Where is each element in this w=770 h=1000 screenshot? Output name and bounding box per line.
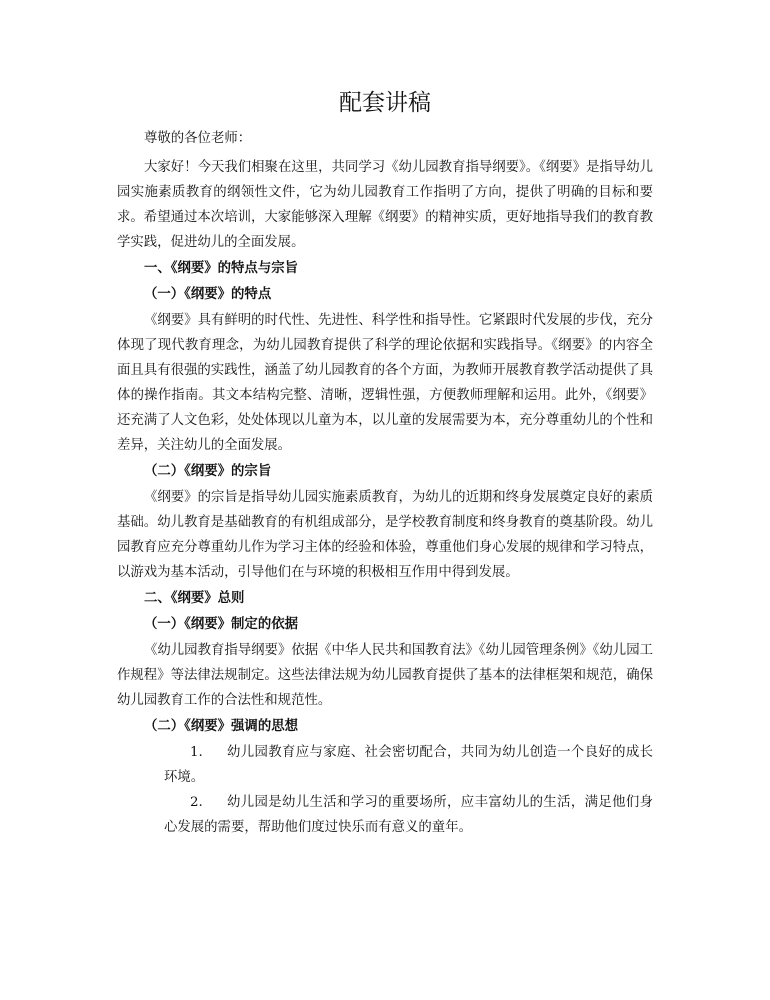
intro-paragraph: 大家好！今天我们相聚在这里，共同学习《幼儿园教育指导纲要》。《纲要》是指导幼儿园实施素质教育的纲领性文件，它为幼儿园教育工作指明了方向，提供了明确的目标和要求。希望通过本次培训，大家能够深入理解《纲要》的精神实质，更好地指导我们的教育教学实践，促进幼儿的全面发展。 <box>117 160 653 250</box>
page-title: 配套讲稿 <box>339 90 431 116</box>
list-item <box>117 740 653 790</box>
section-1-1-paragraph: 《纲要》具有鲜明的时代性、先进性、科学性和指导性。它紧跟时代发展的步伐，充分体现了现代教育理念，为幼儿园教育提供了科学的理论依据和实践指导。《纲要》的内容全面且具有很强的实践性，涵盖了幼儿园教育的各个方面，为教师开展教育教学活动提供了具体的操作指南。其文本结构完整、清晰，逻辑性强，方便教师理解和运用。此外，《纲要》还充满了人文色彩，处处体现以儿童为本，以儿童的发展需要为本，充分尊重幼儿的个性和差异，关注幼儿的全面发展。 <box>117 313 653 453</box>
salutation: 尊敬的各位老师： <box>144 131 252 146</box>
section-1-heading: 一、《纲要》的特点与宗旨 <box>144 260 298 276</box>
list-item-text: 幼儿园教育应与家庭、社会密切配合，共同为幼儿创造一个良好的成长环境。 <box>164 745 653 785</box>
list-item-number: 1. <box>190 745 203 760</box>
list-item-number: 2. <box>190 795 203 810</box>
section-1-1-heading: （一）《纲要》的特点 <box>144 286 272 302</box>
section-2-1-heading: （一）《纲要》制定的依据 <box>144 616 298 632</box>
section-2-2-heading: （二）《纲要》强调的思想 <box>144 718 298 734</box>
list-item-text: 幼儿园是幼儿生活和学习的重要场所，应丰富幼儿的生活，满足他们身心发展的需要，帮助他们度过快乐而有意义的童年。 <box>164 795 653 835</box>
document-body <box>117 126 653 840</box>
list-item <box>117 790 653 840</box>
section-1-2-heading: （二）《纲要》的宗旨 <box>144 463 272 479</box>
section-2-heading: 二、《纲要》总则 <box>144 590 245 606</box>
section-2-1-paragraph: 《幼儿园教育指导纲要》依据《中华人民共和国教育法》《幼儿园管理条例》《幼儿园工作规程》等法律法规制定。这些法律法规为幼儿园教育提供了基本的法律框架和规范，确保幼儿园教育工作的合法性和规范性。 <box>117 643 653 708</box>
section-1-2-paragraph: 《纲要》的宗旨是指导幼儿园实施素质教育，为幼儿的近期和终身发展奠定良好的素质基础。幼儿教育是基础教育的有机组成部分，是学校教育制度和终身教育的奠基阶段。幼儿园教育应充分尊重幼儿作为学习主体的经验和体验，尊重他们身心发展的规律和学习特点，以游戏为基本活动，引导他们在与环境的积极相互作用中得到发展。 <box>117 490 653 580</box>
